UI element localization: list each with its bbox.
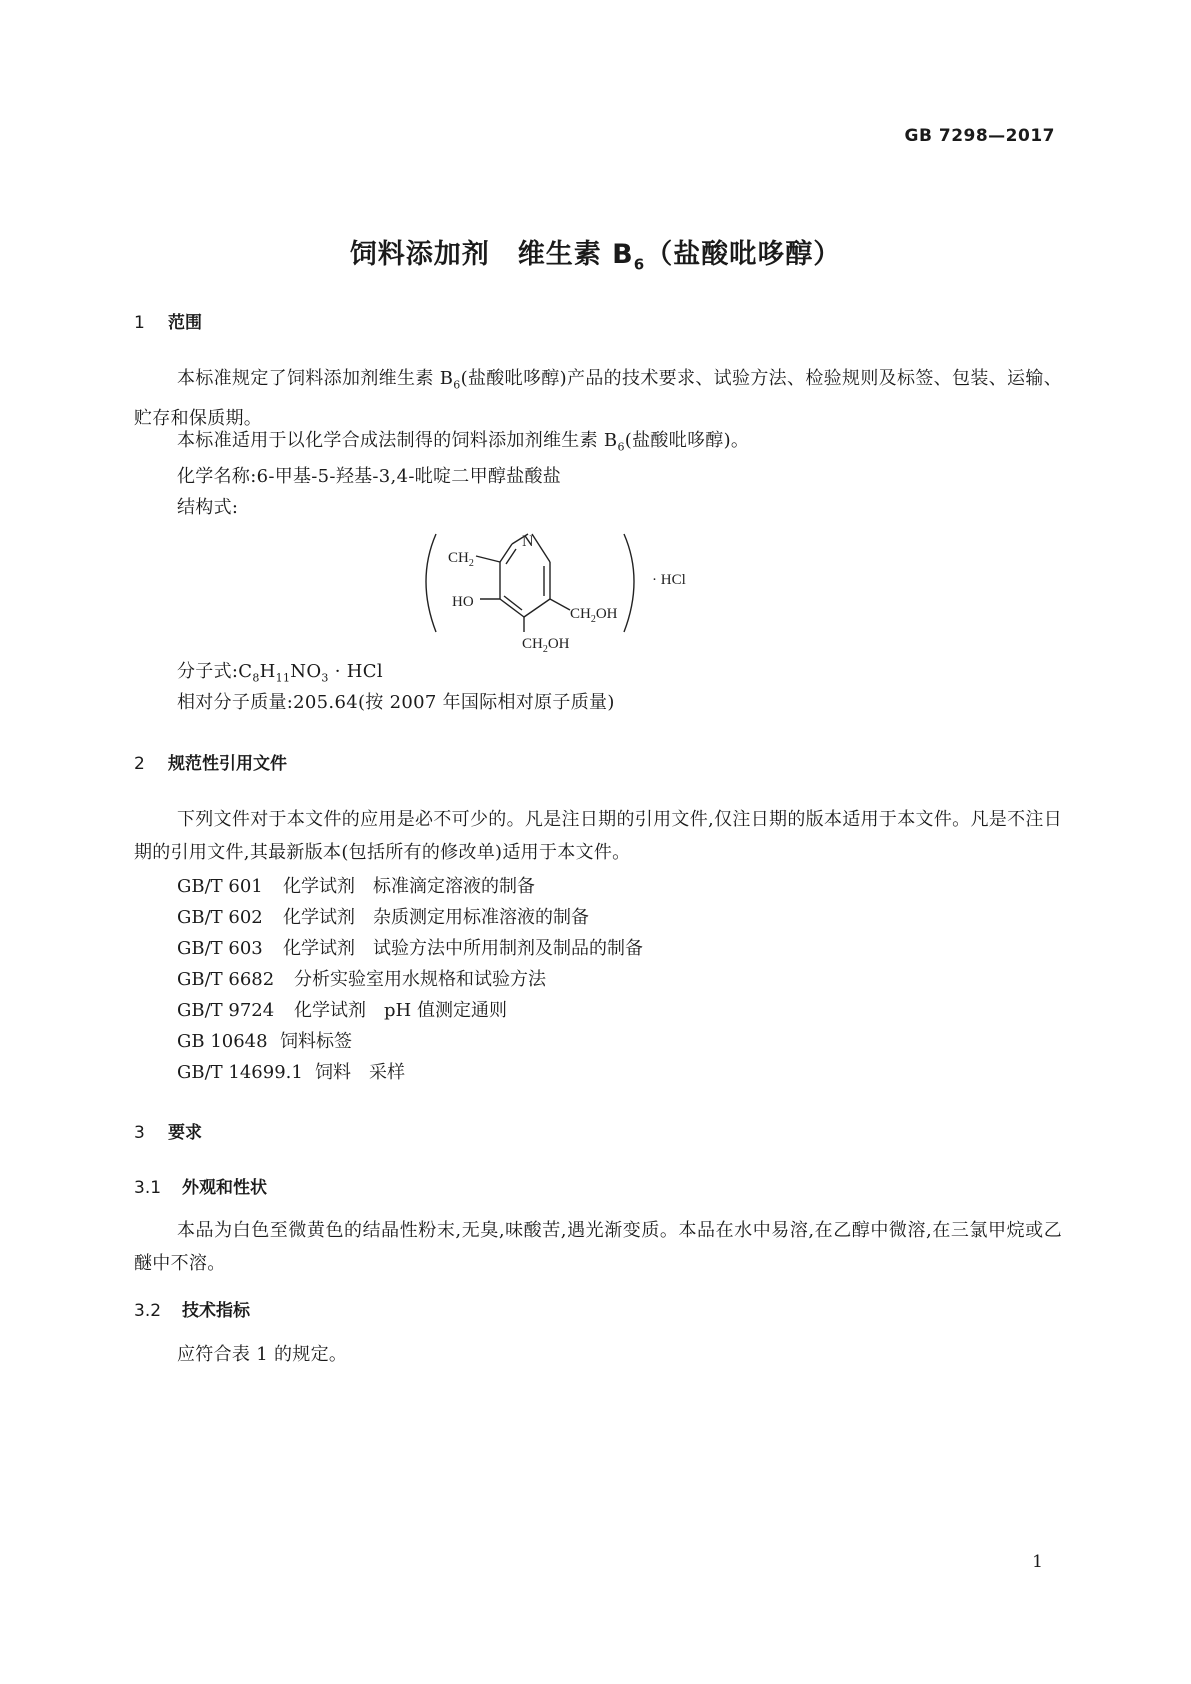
element: H xyxy=(259,661,276,682)
hydroxyl-group: HO xyxy=(452,594,474,610)
section-3-1-heading xyxy=(134,1173,267,1198)
element: C xyxy=(238,661,253,682)
hydroxymethyl-right: $CH_2OH$ xyxy=(570,606,618,625)
reference-title: 饲料标签 xyxy=(280,1031,352,1052)
left-bracket xyxy=(426,534,436,632)
reference-item xyxy=(177,996,507,1022)
reference-code: GB/T 9724 xyxy=(177,1000,275,1021)
reference-item xyxy=(177,934,643,960)
page-number: 1 xyxy=(1032,1552,1043,1572)
structure-label: 结构式: xyxy=(177,497,239,518)
reference-title: 化学试剂 试验方法中所用制剂及制品的制备 xyxy=(283,938,643,959)
text: (盐酸吡哆醇)产品的技术要求、试验方法、检验规则及标签、包装、运输、贮存和保质期。 xyxy=(134,368,1062,429)
appearance-paragraph: 本品为白色至微黄色的结晶性粉末,无臭,味酸苦,遇光渐变质。本品在水中易溶,在乙醇中微溶,在三氯甲烷或乙醚中不溶。 xyxy=(134,1220,1062,1274)
section-number: 3.1 xyxy=(134,1178,162,1198)
subscript: 11 xyxy=(275,671,291,685)
reference-item xyxy=(177,1027,352,1053)
reference-code: GB/T 6682 xyxy=(177,969,275,990)
section-title: 技术指标 xyxy=(182,1301,250,1321)
reference-item xyxy=(177,965,546,991)
applicability-paragraph xyxy=(134,424,1062,464)
subscript: 6 xyxy=(617,440,625,454)
text: 本标准适用于以化学合成法制得的饲料添加剂维生素 B xyxy=(177,430,618,451)
subscript: 3 xyxy=(321,671,329,685)
structural-formula xyxy=(410,522,710,657)
section-title: 要求 xyxy=(168,1123,202,1143)
reference-title: 化学试剂 标准滴定溶液的制备 xyxy=(283,876,535,897)
reference-title: 分析实验室用水规格和试验方法 xyxy=(294,969,546,990)
hydrochloride: · HCl xyxy=(652,572,686,588)
reference-item xyxy=(177,903,589,929)
references-intro: 下列文件对于本文件的应用是必不可少的。凡是注日期的引用文件,仅注日期的版本适用于本文件。凡是不注日期的引用文件,其最新版本(包括所有的修改单)适用于本文件。 xyxy=(134,809,1062,863)
reference-code: GB/T 603 xyxy=(177,938,263,959)
reference-title: 化学试剂 pH 值测定通则 xyxy=(294,1000,507,1021)
hydroxymethyl-bottom: $CH_2OH$ xyxy=(522,636,570,655)
text: 本标准规定了饲料添加剂维生素 B xyxy=(177,368,454,389)
subscript: 6 xyxy=(453,378,461,392)
document-title xyxy=(0,232,1191,273)
right-bracket xyxy=(624,534,634,632)
label: 分子式: xyxy=(177,661,239,682)
methyl-group: $CH_2$ xyxy=(448,550,474,569)
section-number: 3 xyxy=(134,1123,145,1143)
section-2-heading xyxy=(134,749,287,774)
chemical-name: 化学名称:6-甲基-5-羟基-3,4-吡啶二甲醇盐酸盐 xyxy=(177,466,562,487)
reference-item xyxy=(177,1058,405,1084)
standard-number: GB 7298—2017 xyxy=(904,126,1055,146)
relative-molecular-mass: 相对分子质量:205.64(按 2007 年国际相对原子质量) xyxy=(177,692,615,713)
reference-code: GB/T 602 xyxy=(177,907,263,928)
section-title: 规范性引用文件 xyxy=(168,754,287,774)
section-3-2-heading xyxy=(134,1296,250,1321)
section-number: 3.2 xyxy=(134,1301,162,1321)
element: · HCl xyxy=(328,661,383,682)
title-subscript: 6 xyxy=(633,255,646,274)
reference-item xyxy=(177,872,535,898)
section-1-heading xyxy=(134,308,202,333)
text: (盐酸吡哆醇)。 xyxy=(624,430,750,451)
molecular-formula xyxy=(177,657,383,685)
title-main: 饲料添加剂 维生素 B xyxy=(349,239,634,270)
reference-code: GB/T 601 xyxy=(177,876,263,897)
title-tail: （盐酸吡哆醇） xyxy=(645,239,842,270)
section-title: 范围 xyxy=(168,313,202,333)
reference-title: 化学试剂 杂质测定用标准溶液的制备 xyxy=(283,907,589,928)
section-3-heading xyxy=(134,1118,202,1143)
section-number: 2 xyxy=(134,754,145,774)
nitrogen-atom: N xyxy=(522,533,534,550)
section-number: 1 xyxy=(134,313,145,333)
section-title: 外观和性状 xyxy=(182,1178,267,1198)
element: NO xyxy=(290,661,322,682)
reference-title: 饲料 采样 xyxy=(315,1062,405,1083)
reference-code: GB 10648 xyxy=(177,1031,268,1052)
technical-indicators-text: 应符合表 1 的规定。 xyxy=(177,1344,348,1365)
subscript: 8 xyxy=(252,671,260,685)
reference-code: GB/T 14699.1 xyxy=(177,1062,303,1083)
